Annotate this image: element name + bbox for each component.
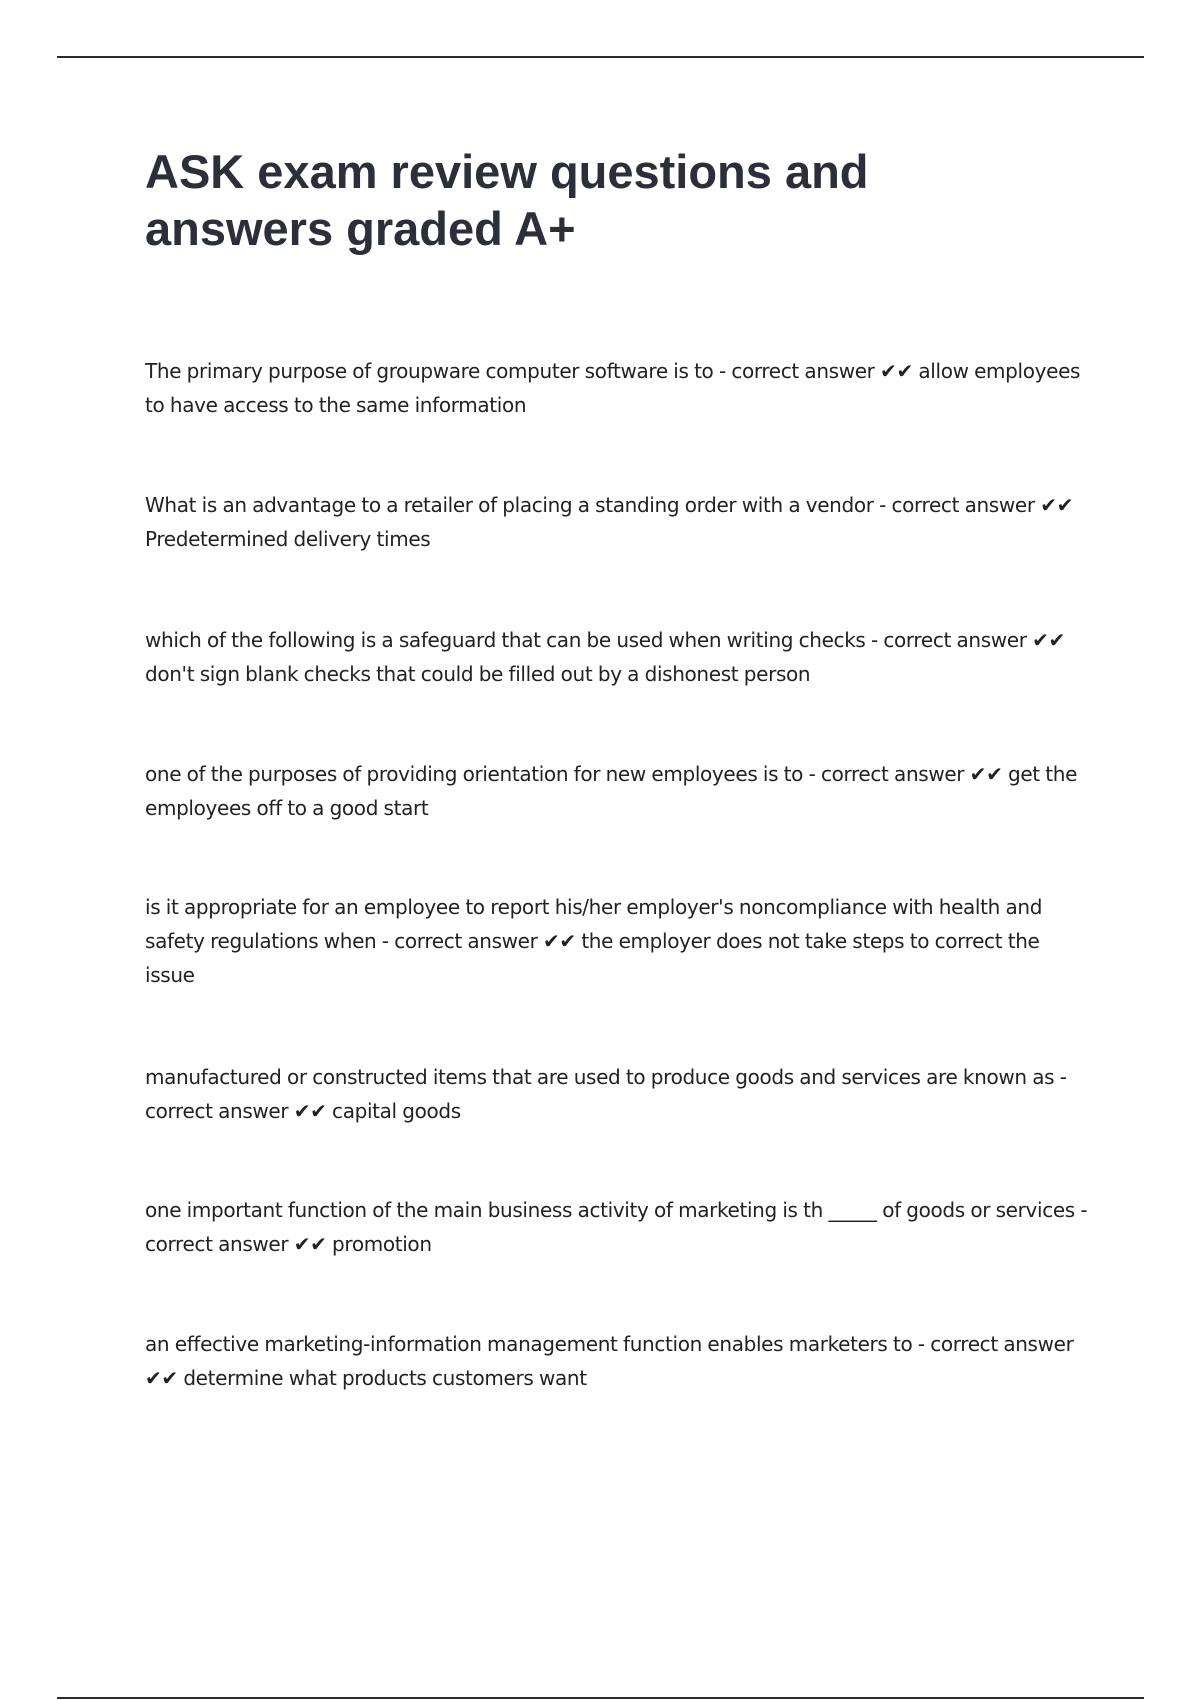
qa-item: The primary purpose of groupware computer software is to - correct answer ✔✔ allow employees to have access to the same information — [145, 359, 1081, 417]
header-rule — [57, 56, 1144, 58]
qa-item: What is an advantage to a retailer of placing a standing order with a vendor - correct answer ✔✔ Predetermined delivery times — [145, 493, 1074, 551]
qa-item: which of the following is a safeguard that can be used when writing checks - correct answer ✔✔ don't sign blank checks that could be filled out by a dishonest person — [145, 628, 1065, 686]
footer-rule — [57, 1697, 1144, 1699]
qa-item: one of the purposes of providing orientation for new employees is to - correct answer ✔✔ get the employees off to a good start — [145, 762, 1078, 820]
qa-item: manufactured or constructed items that are used to produce goods and services are known as - correct answer ✔✔ capital goods — [145, 1065, 1067, 1123]
qa-item: is it appropriate for an employee to report his/her employer's noncompliance with health and safety regulations when - correct answer ✔✔ the employer does not take steps to correct the issue — [145, 895, 1043, 987]
qa-item: one important function of the main business activity of marketing is th _____ of goods or services - correct answer ✔✔ promotion — [145, 1198, 1088, 1256]
qa-item: an effective marketing-information management function enables marketers to - correct answer ✔✔ determine what products customers want — [145, 1332, 1074, 1390]
document-title: ASK exam review questions and answers graded A+ — [145, 145, 869, 255]
